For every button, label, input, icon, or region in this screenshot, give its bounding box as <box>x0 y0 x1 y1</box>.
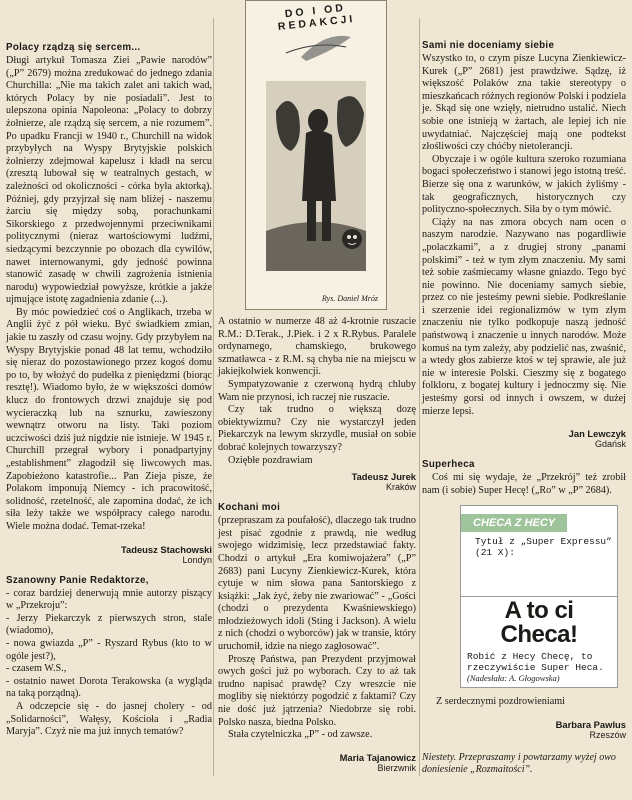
editor-note: Niestety. Przepraszamy i powtarzamy wyżej owo doniesienie „Rozmaitości”. <box>422 752 616 775</box>
letter2-line: - nowa gwiazda „P” - Ryszard Rybus (kto to w ogóle jest?), <box>6 637 212 662</box>
letter1-paragraph: Długi artykuł Tomasza Ziei „Pawie narodów” („P” 2679) można zredukować do jednego zdania Churchilla: „Nie ma takich zalet ani takich wad, których Polacy by nie posiadali”. Jest to ulepszona opinia Napoleona: „Polacy to dobrzy żołnierze, ale rządzą się sercem, a nie rozumem”. Po upadku Francji w 1940 r., Churchill na widok przybyłych na Wyspy Brytyjskie polskich żołnierzy zdejmował kapelusz i kładł na sercu (zresztą lubował się w teatralnych gestach, w zależności od okoliczności - córka była aktorką). Później, gdy przyjrzał się nam bliżej - naszemu żarciu się między sobą, porachunkami Sikorskiego z przedwojennymi przeciwnikami politycznymi (nieraz wartościowymi ludźmi, siedzącymi bezczynnie po obozach dla cywilów, nawet internowanymi, gdy jedność powinna stanowić zasadę w chwili zagrożenia istnienia narodu) wypowiedział powyższe, krótkie a jakże ujmujące istotę zagadnienia zdanie (...). <box>6 55 212 306</box>
letter2-paragraph: A odczepcie się - do jasnej cholery - od „Solidarności”, Wałęsy, Kościoła i „Radia Maryja”. Czyż nie ma już innych tematów? <box>6 700 212 738</box>
letter5-closing: Z serdecznymi pozdrowieniami <box>436 696 565 708</box>
heca-comment: Robić z Hecy Checę, to rzeczywiście Super Heca. <box>467 651 604 674</box>
letter2-line: - Jerzy Piekarczyk z pierwszych stron, stale (wiadomo), <box>6 612 212 637</box>
letter5-place: Rzeszów <box>589 730 626 740</box>
letter3-signature: Maria Tajanowicz <box>339 751 416 763</box>
column-divider-right <box>419 18 420 776</box>
column-divider-left <box>213 18 214 776</box>
letter4-heading: Sami nie doceniamy siebie <box>422 40 555 51</box>
heca-tag: CHECA Z HECY <box>461 514 567 532</box>
letter5-heading: Superheca <box>422 459 475 471</box>
letter1-paragraph: By móc powiedzieć coś o Anglikach, trzeba w Anglii żyć z pół wieku. Być świadkiem zmian, jakie tu zaszły od czasu wojny. Gdy przybyłem na Wyspy Brytyjskie ponad 48 lat temu, wchodziło się nieraz do pozostawionego przez kogoś domu po to, by włożyć do pudełka z pieniędzmi (biorąc resztę!). Wiadomo było, że w większości domów klucz do frontowych drzwi znajduje się pod wycieraczką lub na sznurku, zawieszony wewnątrz otworu na listy. Taki poziom uczciwości dziś już nigdzie nie istnieje. W 1945 r. Churchill przegrał wybory i ponadpartyjny „establishment” złagodził się liwcowych mas. Zapobieżono katastrofie... Pan Zieja pisze, że Polakom imponują Niemcy - ich pracowitość, solidność, rzetelność, ale zapomina dodać, że ich siła leży także we współpracy całego narodu. Wiele można dodać. Temat-rzeka! <box>6 306 212 532</box>
letter3-heading: Kochani moi <box>218 502 281 514</box>
letter4-paragraph: Ciąży na nas zmora obcych nam ocen o naszym narodzie. Nazywano nas pogardliwie „polaczkami”, a z drugiej strony „panami polskimi” - też w tym złym znaczeniu. My sami też sobie zaśmiecamy własne gniazdo. Tego być nie powinno. Nie doceniamy samych siebie, przez co nie jesteśmy pewni siebie. Podkreślanie i szerzenie idei regionalizmów w tym złym znaczeniu nie tylko podkopuje naszą jedność państwową i znaczenie u innych narodów. Może komuś na tym zależy, aby podzielić nas, zwaśnić, a wtedy głos zabierze ktoś w tej sprawie, ale już nie w interesie Polski. Cieszmy się z bogatego folkloru, z bogatej kultury i jednoczmy się. Nie jesteśmy gorsi od innych i owszem, w dużej mierze lepsi. <box>422 216 626 417</box>
letter2-signature: Tadeusz Jurek <box>351 471 416 483</box>
letter2-reply-paragraph: A ostatnio w numerze 48 aż 4-krotnie ruszacie R.M.: D.Terak., J.Piek. i 2 x R.Rybus. Paralele ordynarnego, chamskiego, brukowego szmatławca - z R.M. są chyba nie na miejscu w jakiejkolwiek konwencji. <box>218 316 416 378</box>
letter4-paragraph: Wszystko to, o czym pisze Lucyna Zienkiewicz-Kurek („P” 2681) jest prawdziwe. Sądzę, iż większość Polaków zna takie stereotypy o mieszkańcach różnych regionów Polski i podziela je. Skąd się one wzięły, nietrudno ustalić. Niech sobie one istnieją w żartach, ale lepiej ich nie uwydatniać. Najczęściej mają one podtekst złośliwości czy chóćby nietolerancji. <box>422 53 626 153</box>
letter5-paragraph: Coś mi się wydaje, że „Przekrój” też zrobił nam (i sobie) Super Hecę! („Ro” w „P” 2684). <box>422 472 626 496</box>
letter4-place: Gdańsk <box>594 439 626 450</box>
letter2-line: - ostatnio nawet Dorota Terakowska (a wygląda na taką porządną). <box>6 675 212 700</box>
letter4-paragraph: Obyczaje i w ogóle kultura szeroko rozumiana bogaci społeczeństwo i stanowi jego istotną treść. Bierze się ona z warunków, w jakich żyliśmy - tak geograficznych, historycznych czy polityczno-społecznych. Siła by o tym mówić. <box>422 153 626 216</box>
letter1-signature: Tadeusz Stachowski <box>121 543 212 555</box>
letter1-place: Londyn <box>182 554 212 565</box>
masthead-title: DO I OD REDAKCJI <box>277 1 356 33</box>
column-middle <box>218 0 416 800</box>
illustration-credit: Rys. Daniel Mróz <box>321 294 378 303</box>
heca-sender: (Nadesłała: A. Głogowska) <box>467 673 560 684</box>
letter3-paragraph: (przepraszam za poufałość), dlaczego tak trudno jest pisać zgodnie z prawdą, nie według swojego widzimisię, lecz przedstawiać fakty. Chodzi o artykuł „Era komiwojażera” („P” 2683) pani Lucyny Zienkiewicz-Kurek, która cytuje w nim słowa pana Santorskiego z książki: „Jak żyć, żeby nie zwariować” - „Gości (chodzi o prezydenta Kwaśniewskiego) młodzieżowych idoli (Sting i Jackson). A wielu z nich (chodzi o wyborców) jak w transie, który uruchomił, idzie na niego zagłosować”. <box>218 515 416 653</box>
heca-clipping-body <box>460 597 618 688</box>
letter2-place: Kraków <box>385 482 416 493</box>
letter3-place: Bierzwnik <box>377 762 416 773</box>
letter2-reply-paragraph: Sympatyzowanie z czerwoną hydrą chluby Wam nie przynosi, ich raczej nie ruszacie. <box>218 378 416 403</box>
heca-headline-1: A to ci <box>504 597 574 625</box>
letter3-paragraph: Proszę Państwa, pan Prezydent przyjmował owych gości już po wyborach. Czy to aż tak trudno napisać prawdę? Czy wreszcie nie mogliby się niektórzy pogodzić z faktami? Czy nie dość już jątrzenia? Niedobrze się robi. Polsko nasza, biedna Polsko. <box>218 653 416 728</box>
column-left <box>6 0 212 800</box>
heca-source-line: Tytuł z „Super Expressu” (21 X): <box>475 536 612 559</box>
heca-clipping <box>460 505 618 597</box>
letter2-reply-paragraph: Czy tak trudno o większą dozę obiektywizmu? Czy nie wystarczył jeden Piekarczyk na lewym skrzydle, musiał on sobie dobrać kolejnych towarzyszy? <box>218 404 416 453</box>
column-right <box>422 0 626 800</box>
heca-headline-2: Checa! <box>500 621 578 649</box>
letter5-signature: Barbara Pawlus <box>555 719 626 730</box>
letter2-line: - coraz bardziej denerwują mnie autorzy piszący w „Przekroju”: <box>6 587 212 612</box>
letter3-paragraph: Stała czytelniczka „P” - od zawsze. <box>228 729 373 741</box>
letter2-heading: Szanowny Panie Redaktorze, <box>6 574 149 586</box>
letter4-signature: Jan Lewczyk <box>568 428 626 440</box>
letter1-heading: Polacy rządzą się sercem... <box>6 42 141 53</box>
letter2-reply-paragraph: Oziębłe pozdrawiam <box>228 454 313 466</box>
letter2-line: - czasem W.S., <box>6 663 67 675</box>
